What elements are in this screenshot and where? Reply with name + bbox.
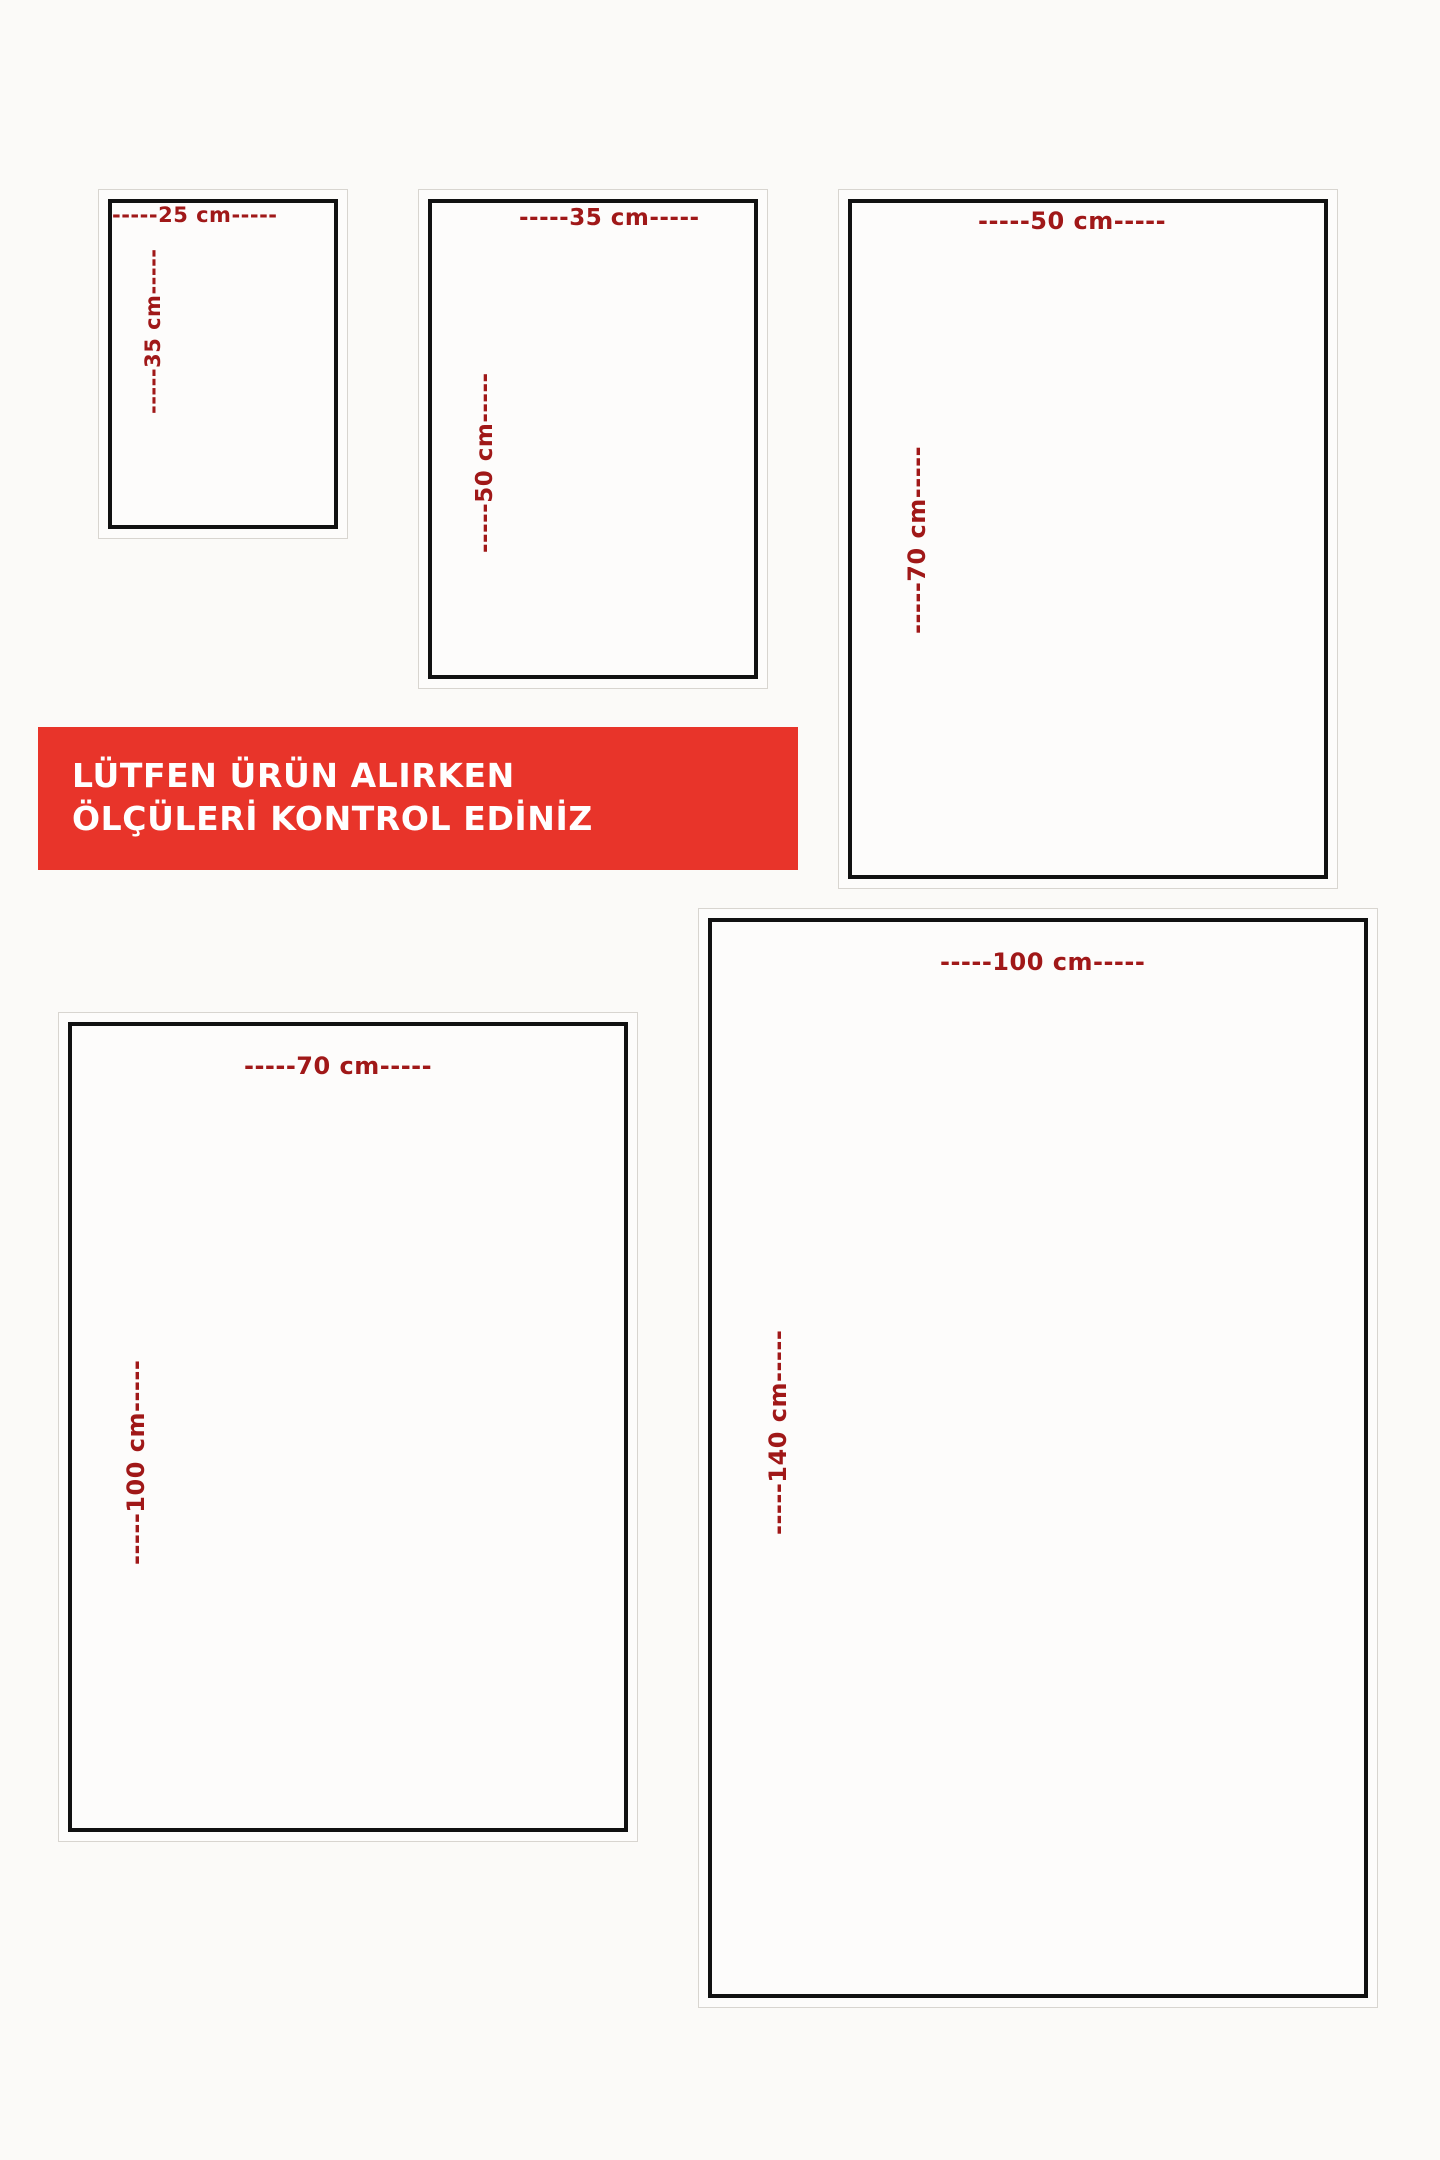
frame-25x35-height-label: -----35 cm----- xyxy=(141,248,165,414)
frame-70x100-height-label: -----100 cm----- xyxy=(122,1359,150,1565)
frame-25x35 xyxy=(98,189,348,539)
frame-70x100-width-label: -----70 cm----- xyxy=(244,1052,433,1080)
frame-100x140-width-label: -----100 cm----- xyxy=(940,948,1146,976)
banner-line-2: ÖLÇÜLERİ KONTROL EDİNİZ xyxy=(72,798,593,838)
frame-100x140-inner xyxy=(708,918,1368,1998)
frame-50x70-height-label: -----70 cm----- xyxy=(903,445,931,634)
frame-35x50 xyxy=(418,189,768,689)
frame-25x35-width-label: -----25 cm----- xyxy=(112,203,278,227)
frame-35x50-height-label: -----50 cm----- xyxy=(472,372,498,553)
banner-line-1: LÜTFEN ÜRÜN ALIRKEN xyxy=(72,756,515,796)
frame-50x70-width-label: -----50 cm----- xyxy=(978,207,1167,235)
frame-35x50-width-label: -----35 cm----- xyxy=(519,205,700,231)
frame-70x100-inner xyxy=(68,1022,628,1832)
frame-100x140-height-label: -----140 cm----- xyxy=(764,1329,792,1535)
frame-100x140 xyxy=(698,908,1378,2008)
size-warning-banner xyxy=(38,727,798,870)
